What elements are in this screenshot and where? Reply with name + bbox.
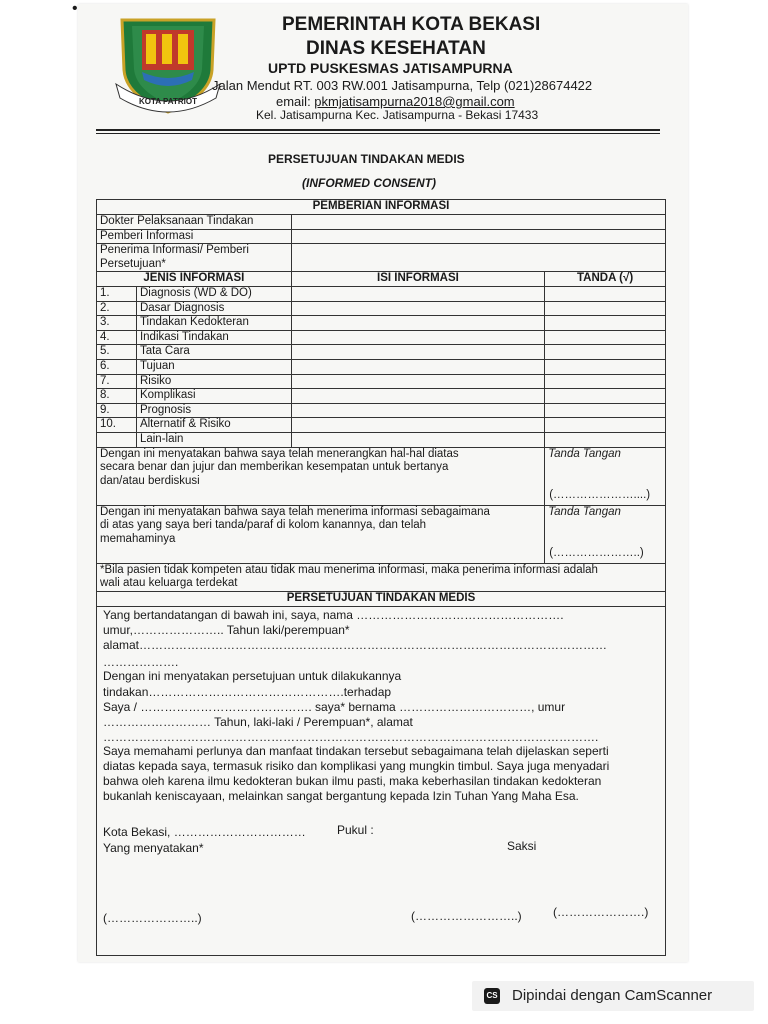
item-isi[interactable] (291, 418, 544, 433)
header-kelurahan: Kel. Jatisampurna Kec. Jatisampurna - Bekasi 17433 (256, 108, 539, 122)
consent-line-address[interactable]: alamat……………………………………………………………………………………………………… (103, 638, 608, 652)
item-check[interactable] (545, 316, 666, 331)
row-penerima (97, 244, 292, 272)
item-isi[interactable] (291, 403, 544, 418)
item-no (97, 432, 137, 447)
row-penerima-line1: Penerima Informasi/ Pemberi (100, 244, 249, 256)
sign-receiver[interactable] (545, 505, 666, 563)
information-table (96, 199, 666, 607)
statement-receiver (97, 505, 545, 563)
statement-giver-line1: Dengan ini menyatakan bahwa saya telah menerangkan hal-hal diatas (100, 447, 459, 460)
statement-receiver-line1: Dengan ini menyatakan bahwa saya telah menerima informasi sebagaimana (100, 505, 490, 518)
item-isi[interactable] (291, 345, 544, 360)
email-link[interactable]: pkmjatisampurna2018@gmail.com (314, 94, 515, 109)
item-no: 1. (97, 287, 137, 302)
camscanner-label: Dipindai dengan CamScanner (512, 987, 713, 1004)
consent-line-action[interactable]: tindakan………………………………………….terhadap (103, 685, 392, 699)
item-label: Indikasi Tindakan (136, 330, 291, 345)
consent-line-age[interactable]: umur,………………….. Tahun laki/perempuan* (103, 623, 350, 637)
note-line2: wali atau keluarga terdekat (100, 577, 238, 590)
declarer-label: Yang menyatakan* (103, 841, 204, 855)
col-jenis: JENIS INFORMASI (97, 272, 292, 287)
statement-giver-line3: dan/atau berdiskusi (100, 474, 200, 487)
logo-text: KOTA PATRIOT (139, 97, 197, 106)
item-isi[interactable] (291, 301, 544, 316)
header-government: PEMERINTAH KOTA BEKASI (282, 14, 541, 35)
kota-bekasi-logo-icon (112, 14, 224, 118)
document-title: PERSETUJUAN TINDAKAN MEDIS (268, 152, 465, 166)
consent-line-name[interactable]: Yang bertandatangan di bawah ini, saya, nama ……………………………………………. (103, 608, 564, 622)
item-check[interactable] (545, 345, 666, 360)
item-no: 6. (97, 359, 137, 374)
consent-line-address-cont[interactable]: ………………. (103, 655, 179, 669)
note-line1: *Bila pasien tidak kompeten atau tidak mau menerima informasi, maka penerima informasi adalah (100, 563, 598, 576)
item-label: Tata Cara (136, 345, 291, 360)
statement-giver-line2: secara benar dan jujur dan memberikan kesempatan untuk bertanya (100, 461, 449, 474)
item-label: Komplikasi (136, 389, 291, 404)
statement-giver (97, 447, 545, 505)
sign-giver-blank: (…………………....) (549, 489, 651, 502)
header-puskesmas: UPTD PUSKESMAS JATISAMPURNA (268, 60, 513, 76)
item-check[interactable] (545, 418, 666, 433)
item-isi[interactable] (291, 374, 544, 389)
row-pemberi: Pemberi Informasi (97, 229, 292, 244)
item-check[interactable] (545, 287, 666, 302)
item-isi[interactable] (291, 316, 544, 331)
item-isi[interactable] (291, 330, 544, 345)
statement-receiver-line2: di atas yang saya beri tanda/paraf di kolom kanannya, dan telah (100, 519, 427, 532)
header-divider-thin (96, 133, 660, 134)
item-no: 7. (97, 374, 137, 389)
item-label: Diagnosis (WD & DO) (136, 287, 291, 302)
item-check[interactable] (545, 389, 666, 404)
sign-receiver-blank: (…………………..) (549, 547, 644, 560)
speck: • (72, 0, 78, 17)
item-label: Lain-lain (136, 432, 291, 447)
col-tanda: TANDA (√) (545, 272, 666, 287)
statement-receiver-line3: memahaminya (100, 532, 176, 545)
note-incompetent (97, 563, 666, 591)
sign-giver[interactable] (545, 447, 666, 505)
middle-signature[interactable]: (……………………..) (411, 909, 522, 923)
item-label: Alternatif & Risiko (136, 418, 291, 433)
item-no: 8. (97, 389, 137, 404)
item-check[interactable] (545, 403, 666, 418)
camscanner-icon: CS (484, 988, 500, 1004)
consent-paragraph-line3: bahwa oleh karena ilmu kedokteran bukan ilmu pasti, maka keberhasilan tindakan kedokteran (103, 774, 602, 788)
email-label: email: (276, 94, 315, 109)
witness-signature[interactable]: (………………….) (553, 905, 649, 919)
row-dokter: Dokter Pelaksanaan Tindakan (97, 215, 292, 230)
info-heading: PEMBERIAN INFORMASI (97, 200, 666, 215)
header-address: Jalan Mendut RT. 003 RW.001 Jatisampurna, Telp (021)28674422 (212, 78, 593, 93)
item-no: 9. (97, 403, 137, 418)
document-subtitle: (INFORMED CONSENT) (302, 176, 436, 190)
consent-line-patient[interactable]: Saya / ……………………………………. saya* bernama ……………………………, umur (103, 700, 566, 714)
sign-receiver-label: Tanda Tangan (548, 505, 621, 518)
field-penerima[interactable] (291, 244, 665, 272)
witness-label: Saksi (507, 839, 537, 853)
field-dokter[interactable] (291, 215, 665, 230)
item-check[interactable] (545, 432, 666, 447)
city-date[interactable]: Kota Bekasi, …………………………… (103, 825, 306, 839)
header-divider (96, 129, 660, 131)
consent-line-statement: Dengan ini menyatakan persetujuan untuk dilakukannya (103, 669, 402, 683)
item-label: Tindakan Kedokteran (136, 316, 291, 331)
item-check[interactable] (545, 374, 666, 389)
field-pemberi[interactable] (291, 229, 665, 244)
time-label[interactable]: Pukul : (337, 823, 374, 837)
item-check[interactable] (545, 359, 666, 374)
camscanner-watermark (472, 981, 754, 1011)
row-penerima-line2: Persetujuan* (100, 257, 166, 270)
item-check[interactable] (545, 301, 666, 316)
item-no: 3. (97, 316, 137, 331)
consent-line-patient-address[interactable]: ……………………………………………………………………………………………………………. (103, 730, 599, 744)
item-isi[interactable] (291, 359, 544, 374)
item-no: 10. (97, 418, 137, 433)
item-label: Dasar Diagnosis (136, 301, 291, 316)
item-check[interactable] (545, 330, 666, 345)
item-isi[interactable] (291, 432, 544, 447)
header-department: DINAS KESEHATAN (306, 38, 486, 59)
item-label: Prognosis (136, 403, 291, 418)
item-isi[interactable] (291, 287, 544, 302)
item-no: 2. (97, 301, 137, 316)
consent-form (96, 605, 666, 956)
col-isi: ISI INFORMASI (291, 272, 544, 287)
sign-giver-label: Tanda Tangan (548, 447, 621, 460)
item-label: Tujuan (136, 359, 291, 374)
consent-line-patient-age[interactable]: ……………………… Tahun, laki-laki / Perempuan*, alamat (103, 715, 413, 729)
consent-paragraph-line1: Saya memahami perlunya dan manfaat tindakan tersebut sebagaimana telah dijelaskan seperti (103, 744, 609, 758)
consent-heading: PERSETUJUAN TINDAKAN MEDIS (97, 591, 666, 606)
consent-paragraph-line2: diatas kepada saya, termasuk risiko dan komplikasi yang mungkin timbul. Saya juga menyadari (103, 759, 610, 773)
consent-paragraph-line4: bukanlah keniscayaan, melainkan sangat bergantung kepada Izin Tuhan Yang Maha Esa. (103, 789, 579, 803)
header-email (276, 94, 515, 109)
item-no: 5. (97, 345, 137, 360)
declarer-signature[interactable]: (…………………..) (103, 911, 202, 925)
item-no: 4. (97, 330, 137, 345)
item-isi[interactable] (291, 389, 544, 404)
item-label: Risiko (136, 374, 291, 389)
